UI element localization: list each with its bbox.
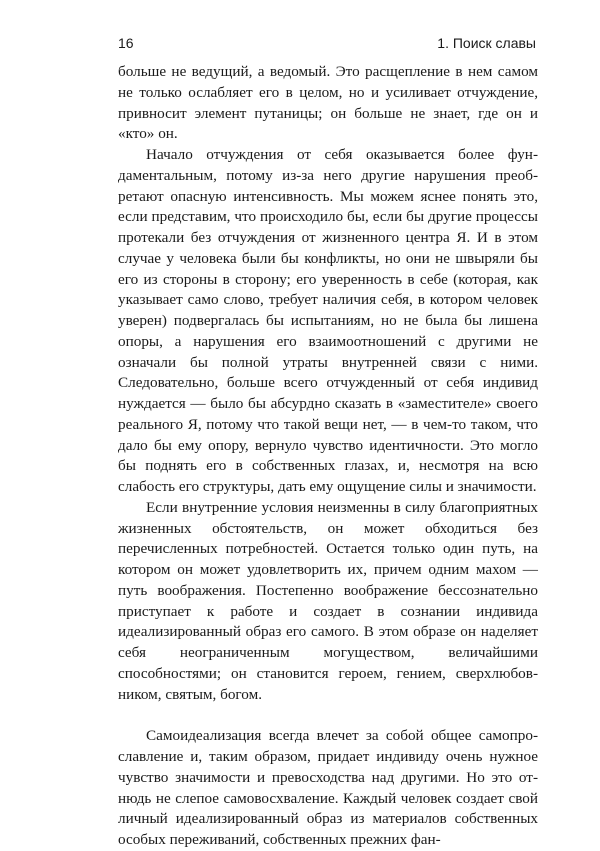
running-head: 1. Поиск славы (437, 35, 536, 51)
page-header (118, 35, 536, 57)
paragraph: Начало отчуждения от себя оказывается более фундаментальным, потому из-за него другие нарушения преобретают опасную интенсивность. Мы можем яснее понять это, если представим, что происходило бы, если бы другие процессы протекали без отчуждения от жизненного центра Я. И в этом случае у человека были бы конфликты, но они не швыряли бы его из стороны в сторону; его уверенность в себе (которая, как указывает само слово, требует наличия себя, в котором человек уверен) подвергалась бы испытаниям, но не была бы лишена опоры, а нарушения его взаимоотношений с другими не означали бы полной утраты внутренней связи с ними. Следовательно, больше всего отчужденный от себя индивид нуждается — было бы абсурдно сказать в «заместителе» своего реального Я, потому что такой вещи нет, — в чем-то таком, что дало бы ему опору, вернуло чувство идентичности. Это могло бы поднять его в собственных глазах, и, несмотря на всю слабость его структуры, дать ему ощущение силы и значимости. (118, 146, 538, 495)
paragraph: больше не ведущий, а ведомый. Это расщепление в нем самом не только ослабляет его в целом, но и усиливает отчуждение, привносит элемент путаницы; он больше не знает, где он и «кто» он. (118, 63, 538, 143)
section-gap (118, 705, 538, 726)
paragraph: Если внутренние условия неизменны в силу благоприятных жизненных обстоятельств, он может обходиться без перечисленных потребностей. Остается только один путь, на котором он может удовлетворить их, причем одним махом — путь воображения. Постепенно воображение бессознательно приступает к работе и создает в сознании индивида идеализированный образ его самого. В этом образе он наделяет себя неограниченным могуществом, величайшими способностями; он становится героем, гением, сверхлюбовником, святым, богом. (118, 498, 538, 703)
paragraph: Самоидеализация всегда влечет за собой общее самопрославление и, таким образом, придает индивиду очень нужное чувство значимости и превосходства над другими. Но это отнюдь не слепое самовосхваление. Каждый человек создает свой личный идеализированный образ из материалов собственных особых переживаний, собственных прежних фан- (118, 727, 538, 848)
page-number: 16 (118, 35, 134, 51)
body-text (118, 62, 538, 851)
